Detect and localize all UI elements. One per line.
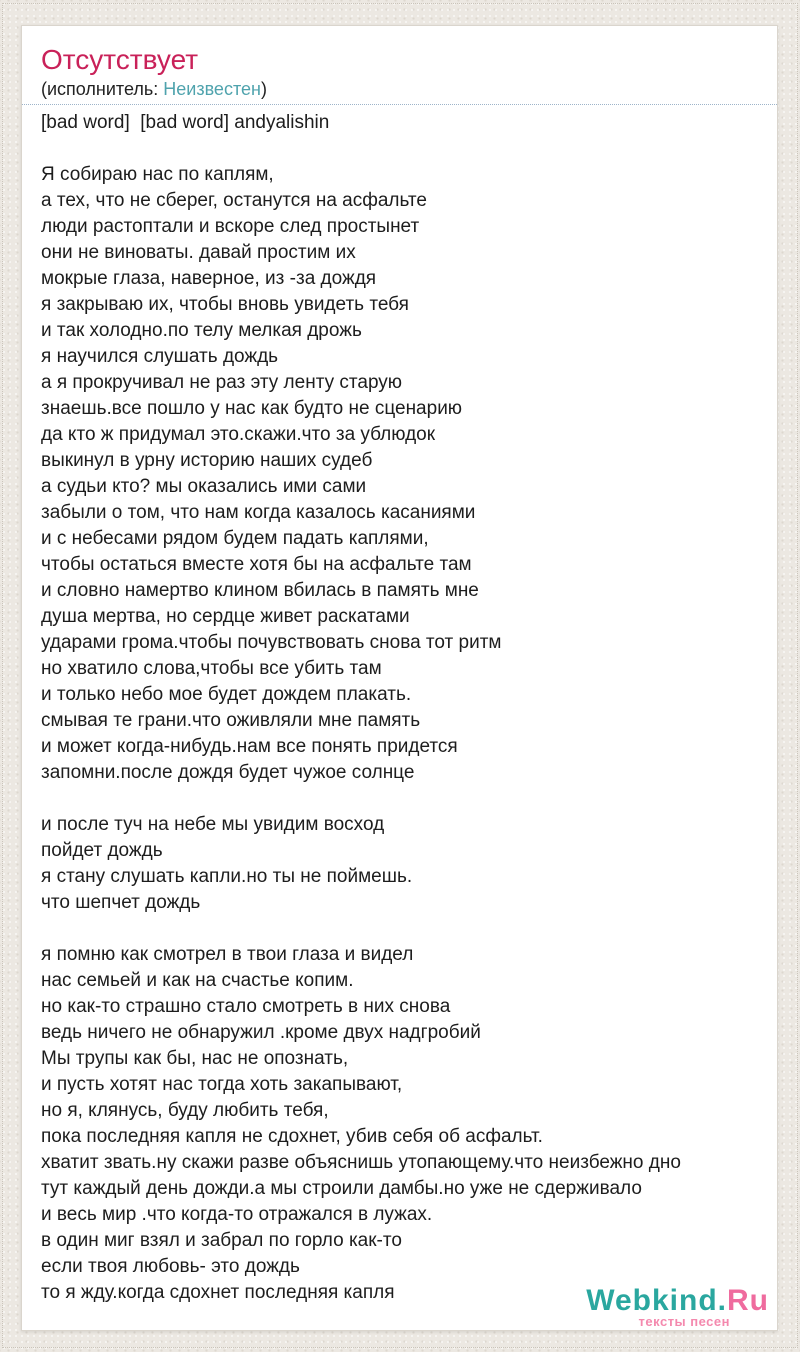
lyric-line: Я собираю нас по каплям,: [41, 164, 274, 185]
lyric-line: если твоя любовь- это дождь: [41, 1256, 300, 1277]
artist-label: (исполнитель:: [41, 79, 164, 99]
lyric-line: Мы трупы как бы, нас не опознать,: [41, 1048, 349, 1069]
lyric-line: запомни.после дождя будет чужое солнце: [41, 762, 415, 783]
lyric-line: нас семьей и как на счастье копим.: [41, 970, 354, 991]
lyric-line: а судьи кто? мы оказались ими сами: [41, 476, 367, 497]
lyric-line: мокрые глаза, наверное, из -за дождя: [41, 268, 377, 289]
lyric-line: знаешь.все пошло у нас как будто не сценарию: [41, 398, 463, 419]
artist-line: [41, 79, 758, 99]
lyric-line: то я жду.когда сдохнет последняя капля: [41, 1282, 395, 1303]
lyric-line: но я, клянусь, буду любить тебя,: [41, 1100, 329, 1121]
lyric-line: но как-то страшно стало смотреть в них снова: [41, 996, 451, 1017]
lyrics-intro-line: [bad word] [bad word] andyalishin: [41, 112, 330, 133]
lyrics-text: [22, 105, 777, 1306]
lyric-line: я стану слушать капли.но ты не поймешь.: [41, 866, 413, 887]
logo-brand-text: Webkind.: [586, 1284, 727, 1317]
lyric-line: я закрываю их, чтобы вновь увидеть тебя: [41, 294, 409, 315]
lyric-line: я помню как смотрел в твои глаза и видел: [41, 944, 414, 965]
lyrics-stanza-2: [41, 812, 758, 916]
lyric-line: а я прокручивал не раз эту ленту старую: [41, 372, 403, 393]
song-header: [22, 26, 777, 105]
lyric-line: и словно намертво клином вбилась в память мне: [41, 580, 479, 601]
lyrics-card: [21, 25, 778, 1331]
logo-tld-text: Ru: [727, 1284, 769, 1317]
lyric-line: смывая те грани.что оживляли мне память: [41, 710, 421, 731]
lyric-line: душа мертва, но сердце живет раскатами: [41, 606, 410, 627]
lyric-line: и пусть хотят нас тогда хоть закапывают,: [41, 1074, 403, 1095]
lyric-line: и после туч на небе мы увидим восход: [41, 814, 385, 835]
lyric-line: и может когда-нибудь.нам все понять придется: [41, 736, 458, 757]
lyric-line: люди растоптали и вскоре след простынет: [41, 216, 420, 237]
lyric-line: ударами грома.чтобы почувствовать снова тот ритм: [41, 632, 502, 653]
page-title: Отсутствует: [41, 44, 199, 75]
webkind-logo[interactable]: [586, 1284, 769, 1329]
lyric-line: и так холодно.по телу мелкая дрожь: [41, 320, 362, 341]
lyric-line: и с небесами рядом будем падать каплями,: [41, 528, 429, 549]
lyric-line: ведь ничего не обнаружил .кроме двух надгробий: [41, 1022, 481, 1043]
lyric-line: но хватило слова,чтобы все убить там: [41, 658, 382, 679]
lyric-line: и только небо мое будет дождем плакать.: [41, 684, 412, 705]
artist-link[interactable]: Неизвестен: [163, 79, 261, 99]
lyric-line: да кто ж придумал это.скажи.что за ублюдок: [41, 424, 436, 445]
artist-label-close: ): [260, 79, 267, 99]
lyric-line: пойдет дождь: [41, 840, 163, 861]
lyric-line: они не виноваты. давай простим их: [41, 242, 356, 263]
webkind-wordmark: [586, 1284, 769, 1317]
lyric-line: чтобы остаться вместе хотя бы на асфальте там: [41, 554, 472, 575]
lyric-line: тут каждый день дожди.а мы строили дамбы.но уже не сдерживало: [41, 1178, 642, 1199]
lyric-line: забыли о том, что нам когда казалось касаниями: [41, 502, 476, 523]
lyric-line: что шепчет дождь: [41, 892, 201, 913]
lyric-line: и весь мир .что когда-то отражался в лужах.: [41, 1204, 433, 1225]
lyric-line: хватит звать.ну скажи разве объяснишь утопающему.что неизбежно дно: [41, 1152, 681, 1173]
lyric-line: я научился слушать дождь: [41, 346, 279, 367]
lyric-line: а тех, что не сберег, останутся на асфальте: [41, 190, 427, 211]
lyric-line: в один миг взял и забрал по горло как-то: [41, 1230, 402, 1251]
logo-tagline: тексты песен: [638, 1314, 730, 1329]
lyric-line: пока последняя капля не сдохнет, убив себя об асфальт.: [41, 1126, 543, 1147]
lyrics-stanza-3: [41, 942, 758, 1306]
lyric-line: выкинул в урну историю наших судеб: [41, 450, 373, 471]
lyrics-stanza-1: [41, 162, 758, 786]
